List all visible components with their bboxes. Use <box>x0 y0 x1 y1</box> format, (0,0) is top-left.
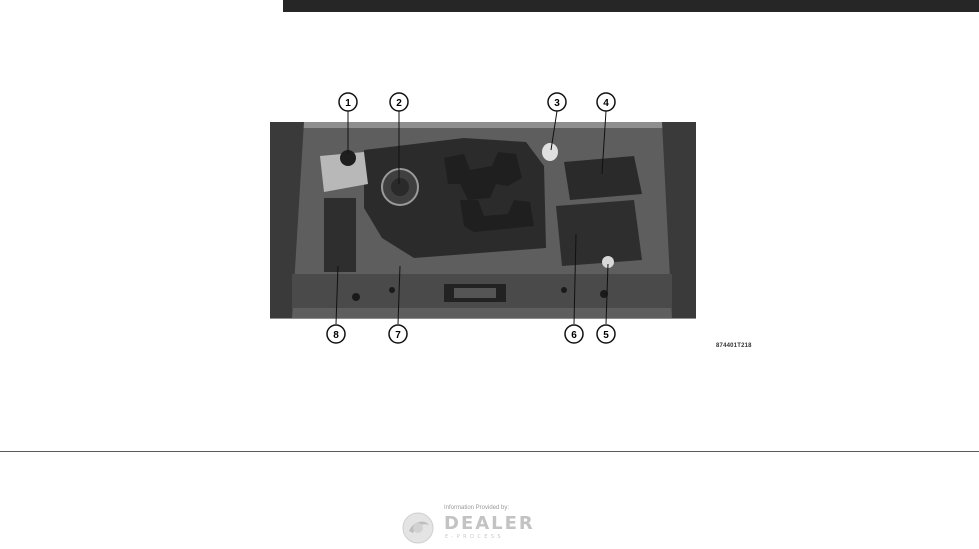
battery <box>556 200 642 266</box>
figure-code: 874401T218 <box>716 343 752 349</box>
page-divider <box>0 451 979 452</box>
callout-3 <box>548 93 566 111</box>
dealer-logo-icon <box>401 511 435 545</box>
callout-4 <box>597 93 615 111</box>
page-header-bar <box>283 0 979 12</box>
callout-label: 3 <box>554 98 560 109</box>
brake-fluid-reservoir <box>542 143 558 161</box>
callout-7 <box>389 325 407 343</box>
watermark-subtitle: E-PROCESS <box>445 534 504 540</box>
watermark-brand: DEALER <box>444 513 535 534</box>
callout-label: 7 <box>395 330 401 341</box>
callout-5 <box>597 325 615 343</box>
watermark-caption: Information Provided by: <box>444 505 510 511</box>
engine-compartment-figure <box>264 88 764 360</box>
callout-label: 5 <box>603 330 609 341</box>
callout-2 <box>390 93 408 111</box>
callout-1 <box>339 93 357 111</box>
callout-label: 4 <box>603 98 609 109</box>
callout-label: 6 <box>571 330 577 341</box>
dealer-watermark <box>401 505 571 545</box>
callout-label: 1 <box>345 98 351 109</box>
callout-label: 2 <box>396 98 402 109</box>
callout-6 <box>565 325 583 343</box>
engine-compartment-illustration <box>264 88 764 360</box>
callout-8 <box>327 325 345 343</box>
callout-label: 8 <box>333 330 339 341</box>
air-cleaner <box>324 198 356 272</box>
